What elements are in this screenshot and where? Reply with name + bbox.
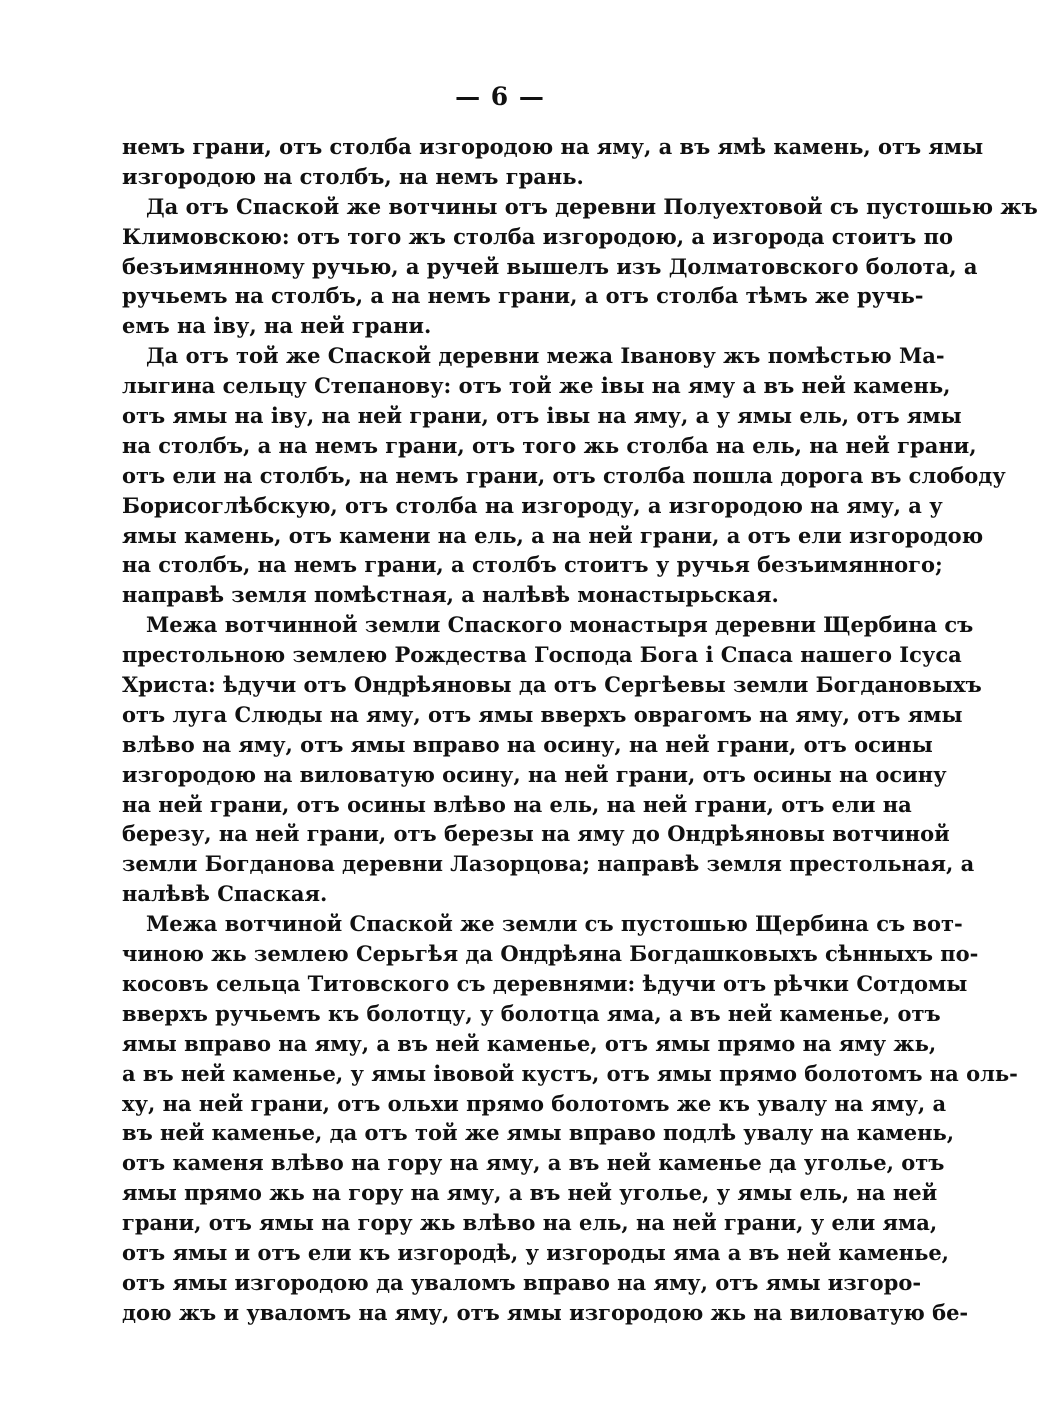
text-line: Да отъ той же Спаской деревни межа Іванову жъ помѣстью Ма- bbox=[146, 343, 945, 369]
text-line: отъ ели на столбъ, на немъ грани, отъ столба пошла дорога въ слободу bbox=[122, 462, 1006, 488]
text-line: отъ ямы и отъ ели къ изгородѣ, у изгороды яма а въ ней каменье, bbox=[122, 1239, 949, 1265]
text-line: на столбъ, а на немъ грани, отъ того жь столба на ель, на ней грани, bbox=[122, 432, 977, 458]
text-line: вверхъ ручьемъ къ болотцу, у болотца яма, а въ ней каменье, отъ bbox=[122, 1000, 941, 1026]
text-line: безъимянному ручью, а ручей вышелъ изъ Долматовского болота, а bbox=[122, 253, 978, 279]
text-line: ху, на ней грани, отъ ольхи прямо болотомъ же къ увалу на яму, а bbox=[122, 1090, 947, 1116]
text-line: на столбъ, на немъ грани, а столбъ стоитъ у ручья безъимянного; bbox=[122, 552, 943, 578]
text-line: налѣвѣ Спаская. bbox=[122, 881, 328, 907]
text-line: немъ грани, отъ столба изгородою на яму, а въ ямѣ камень, отъ ямы bbox=[122, 134, 984, 159]
text-line: емъ на іву, на ней грани. bbox=[122, 313, 432, 339]
text-line: отъ каменя влѣво на гору на яму, а въ ней каменье да уголье, отъ bbox=[122, 1150, 945, 1176]
text-line: Межа вотчинной земли Спаского монастыря деревни Щербина съ bbox=[146, 612, 974, 638]
text-line: Климовскою: отъ того жъ столба изгородою, а изгорода стоитъ по bbox=[122, 223, 953, 249]
text-line: Да отъ Спаской же вотчины отъ деревни Полуехтовой съ пустошью жъ bbox=[146, 193, 1038, 219]
text-line: Борисоглѣбскую, отъ столба на изгороду, а изгородою на яму, а у bbox=[122, 492, 943, 518]
text-line: ямы прямо жь на гору на яму, а въ ней уголье, у ямы ель, на ней bbox=[122, 1180, 938, 1206]
text-line: лыгина сельцу Степанову: отъ той же івы на яму а въ ней камень, bbox=[122, 373, 951, 399]
text-line: ручьемъ на столбъ, а на немъ грани, а отъ столба тѣмъ же ручь- bbox=[122, 283, 924, 309]
text-line: направѣ земля помѣстная, а налѣвѣ монастырьская. bbox=[122, 582, 779, 608]
text-line: отъ луга Слюды на яму, отъ ямы вверхъ оврагомъ на яму, отъ ямы bbox=[122, 701, 963, 727]
text-line: влѣво на яму, отъ ямы вправо на осину, на ней грани, отъ осины bbox=[122, 731, 933, 757]
text-line: косовъ сельца Титовского съ деревнями: ѣдучи отъ рѣчки Сотдомы bbox=[122, 970, 968, 996]
text-line: престольною землею Рождества Господа Бога і Спаса нашего Ісуса bbox=[122, 642, 962, 668]
text-line: а въ ней каменье, у ямы івовой кустъ, отъ ямы прямо болотомъ на оль- bbox=[122, 1060, 1018, 1086]
text-line: отъ ямы изгородою да уваломъ вправо на яму, отъ ямы изгоро- bbox=[122, 1269, 922, 1295]
page-number: — 6 — bbox=[455, 82, 545, 111]
text-line: дою жъ и уваломъ на яму, отъ ямы изгородою жь на виловатую бе- bbox=[122, 1299, 969, 1325]
text-line: Христа: ѣдучи отъ Ондрѣяновы да отъ Сергѣевы земли Богдановыхъ bbox=[122, 672, 982, 698]
text-line: грани, отъ ямы на гору жь влѣво на ель, на ней грани, у ели яма, bbox=[122, 1210, 938, 1236]
text-line: въ ней каменье, да отъ той же ямы вправо подлѣ увалу на камень, bbox=[122, 1120, 955, 1146]
text-line: изгородою на виловатую осину, на ней грани, отъ осины на осину bbox=[122, 761, 947, 787]
text-line: изгородою на столбъ, на немъ грань. bbox=[122, 163, 584, 189]
text-line: ямы камень, отъ камени на ель, а на ней грани, а отъ ели изгородою bbox=[122, 522, 984, 548]
text-line: березу, на ней грани, отъ березы на яму до Ондрѣяновы вотчиной bbox=[122, 821, 950, 847]
text-line: отъ ямы на іву, на ней грани, отъ івы на яму, а у ямы ель, отъ ямы bbox=[122, 403, 962, 429]
body-text bbox=[122, 132, 1038, 1328]
text-line: чиною жь землею Серьгѣя да Ондрѣяна Богдашковыхъ сѣнныхъ по- bbox=[122, 941, 979, 967]
text-line: Межа вотчиной Спаской же земли съ пустошью Щербина съ вот- bbox=[146, 911, 963, 937]
text-line: ямы вправо на яму, а въ ней каменье, отъ ямы прямо на яму жь, bbox=[122, 1030, 937, 1056]
text-line: на ней грани, отъ осины влѣво на ель, на ней грани, отъ ели на bbox=[122, 791, 912, 817]
text-line: земли Богданова деревни Лазорцова; направѣ земля престольная, а bbox=[122, 851, 975, 877]
